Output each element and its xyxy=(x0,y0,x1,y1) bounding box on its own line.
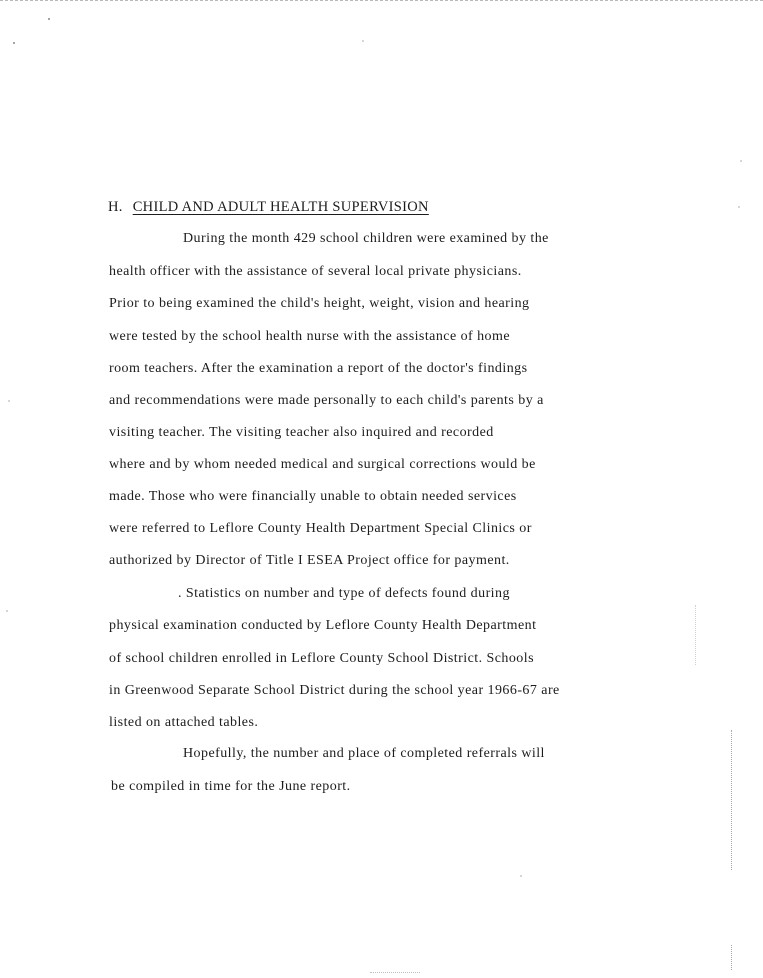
scan-margin-mark xyxy=(695,605,696,665)
paragraph-line: During the month 429 school children were examined by the xyxy=(183,231,549,246)
section-heading xyxy=(108,199,429,216)
paragraph-line: listed on attached tables. xyxy=(109,715,259,730)
scan-speck xyxy=(6,610,8,612)
paragraph-line: were tested by the school health nurse with the assistance of home xyxy=(109,329,510,344)
paragraph-line: where and by whom needed medical and surgical corrections would be xyxy=(109,457,536,472)
scan-speck xyxy=(520,875,522,877)
scan-bottom-mark xyxy=(370,972,420,973)
paragraph-line xyxy=(178,586,510,602)
paragraph-line: be compiled in time for the June report. xyxy=(111,779,351,794)
scan-speck xyxy=(48,18,50,20)
paragraph-line: health officer with the assistance of several local private physicians. xyxy=(109,264,522,279)
scan-speck xyxy=(362,40,364,42)
paragraph-line: in Greenwood Separate School District during the school year 1966-67 are xyxy=(109,683,560,698)
page-top-edge xyxy=(0,0,763,1)
paragraph-line: room teachers. After the examination a report of the doctor's findings xyxy=(109,361,528,376)
section-title: CHILD AND ADULT HEALTH SUPERVISION xyxy=(132,199,429,215)
bullet-mark: . xyxy=(178,586,182,601)
paragraph-line: and recommendations were made personally to each child's parents by a xyxy=(109,393,544,408)
paragraph-line: of school children enrolled in Leflore County School District. Schools xyxy=(109,651,534,666)
paragraph-line: authorized by Director of Title I ESEA Project office for payment. xyxy=(109,553,510,568)
scan-margin-mark xyxy=(731,730,732,870)
paragraph-line: made. Those who were financially unable to obtain needed services xyxy=(109,489,517,504)
section-letter: H. xyxy=(108,199,123,215)
paragraph-line: Prior to being examined the child's height, weight, vision and hearing xyxy=(109,296,530,311)
scan-speck xyxy=(8,400,10,402)
paragraph-line: Hopefully, the number and place of completed referrals will xyxy=(183,746,545,761)
paragraph-line: physical examination conducted by Leflore County Health Department xyxy=(109,618,537,633)
scan-speck xyxy=(740,160,742,162)
paragraph-line: visiting teacher. The visiting teacher also inquired and recorded xyxy=(109,425,494,440)
scan-margin-mark xyxy=(731,945,732,970)
paragraph-text: Statistics on number and type of defects found during xyxy=(185,586,510,601)
paragraph-line: were referred to Leflore County Health Department Special Clinics or xyxy=(109,521,532,536)
scan-speck xyxy=(13,42,15,44)
scan-speck xyxy=(738,206,740,208)
